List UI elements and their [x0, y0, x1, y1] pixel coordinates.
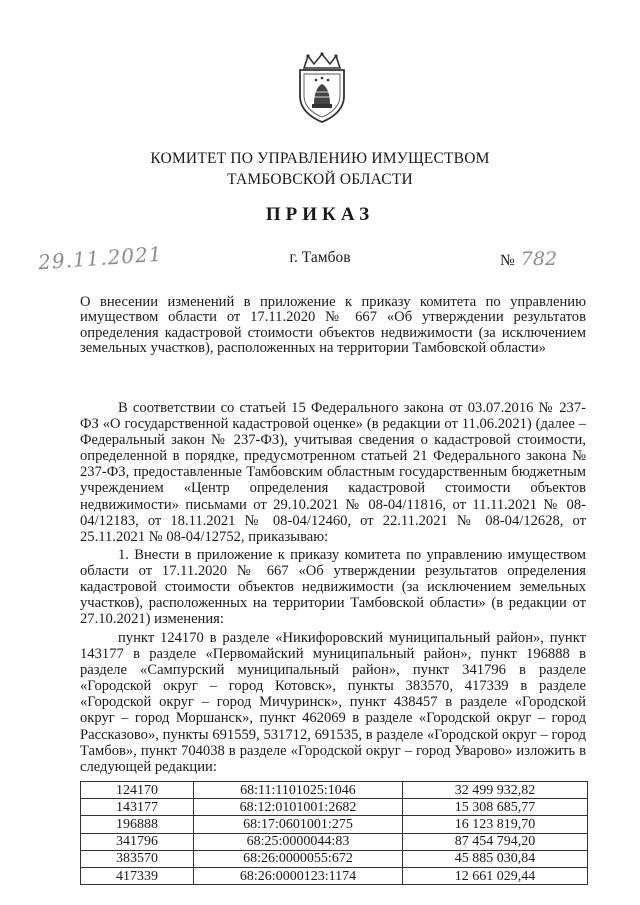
cadastral-number-cell: 68:11:1101025:1046 — [194, 782, 403, 799]
handwritten-date: 29.11.2021 — [37, 241, 164, 275]
document-type-title: ПРИКАЗ — [265, 204, 375, 225]
point-number-cell: 143177 — [81, 799, 194, 816]
points-paragraph: пункт 124170 в разделе «Никифоровский муниципальный район», пункт 143177 в разделе «Первомайский муниципальный район», пункт 196888 в разделе «Сампурский муниципальный район», пункт 341796 в разделе «Городской округ – город Котовск», пункты 383570, 417339 в разделе «Городской округ – город Мичуринск», пункт 438457 в разделе «Городской округ – город Моршанск», пункт 462069 в разделе «Городской округ – город Рассказово», пункты 691559, 531712, 691535, в разделе «Городской округ – город Тамбов», пункт 704038 в разделе «Городской округ – город Уварово» изложить в следующей редакции: — [80, 630, 586, 775]
table-row — [81, 782, 588, 799]
cadastral-number-cell: 68:12:0101001:2682 — [194, 799, 403, 816]
table-row — [81, 816, 588, 833]
handwritten-number: 782 — [520, 248, 558, 270]
point-number-cell: 383570 — [81, 850, 194, 867]
cadastral-number-cell: 68:25:0000044:83 — [194, 833, 403, 850]
cadastral-number-cell: 68:26:0000055:672 — [194, 850, 403, 867]
table-row — [81, 867, 588, 884]
cadastral-value-cell: 87 454 794,20 — [403, 833, 588, 850]
number-sign: № — [500, 252, 515, 269]
organization-name-line2: ТАМБОВСКОЙ ОБЛАСТИ — [227, 171, 413, 188]
point-number-cell: 124170 — [81, 782, 194, 799]
cadastral-number-cell: 68:26:0000123:1174 — [194, 867, 403, 884]
item-1-paragraph: 1. Внести в приложение к приказу комитета по управлению имуществом области от 17.11.2020 № 667 «Об утверждении результатов определения кадастровой стоимости объектов недвижимости (за исключением земельных участков), расположенных на территории Тамбовской области» (в редакции от 27.10.2021) изменения: — [80, 547, 586, 628]
order-subject: О внесении изменений в приложение к приказу комитета по управлению имуществом области от 17.11.2020 № 667 «Об утверждении результатов определения кадастровой стоимости объектов недвижимости (за исключением земельных участков), расположенных на территории Тамбовской области» — [80, 294, 586, 356]
cadastral-value-cell: 16 123 819,70 — [403, 816, 588, 833]
point-number-cell: 417339 — [81, 867, 194, 884]
order-number — [500, 248, 557, 270]
organization-name-line1: КОМИТЕТ ПО УПРАВЛЕНИЮ ИМУЩЕСТВОМ — [150, 150, 490, 167]
table-row — [81, 799, 588, 816]
point-number-cell: 341796 — [81, 833, 194, 850]
cadastral-value-cell: 15 308 685,77 — [403, 799, 588, 816]
cadastral-value-cell: 12 661 029,44 — [403, 867, 588, 884]
coat-of-arms-icon — [294, 52, 350, 124]
cadastral-value-cell: 45 885 030,84 — [403, 850, 588, 867]
preamble-paragraph: В соответствии со статьей 15 Федерального закона от 03.07.2016 № 237-ФЗ «О государственной кадастровой оценке» (в редакции от 11.06.2021) (далее – Федеральный закон № 237-ФЗ), учитывая сведения о кадастровой стоимости, определенной в порядке, предусмотренном статьей 21 Федерального закона № 237-ФЗ, предоставленные Тамбовским областным государственным бюджетным учреждением «Центр определения кадастровой стоимости объектов недвижимости» письмами от 29.10.2021 № 08-04/11816, от 11.11.2021 № 08-04/12183, от 18.11.2021 № 08-04/12460, от 22.11.2021 № 08-04/12628, от 25.11.2021 № 08-04/12752, приказываю: — [80, 400, 586, 545]
cadastral-number-cell: 68:17:0601001:275 — [194, 816, 403, 833]
table-row — [81, 850, 588, 867]
cadastral-value-cell: 32 499 932,82 — [403, 782, 588, 799]
point-number-cell: 196888 — [81, 816, 194, 833]
table-row — [81, 833, 588, 850]
city-label: г. Тамбов — [289, 249, 351, 266]
cadastral-values-table — [80, 781, 588, 885]
